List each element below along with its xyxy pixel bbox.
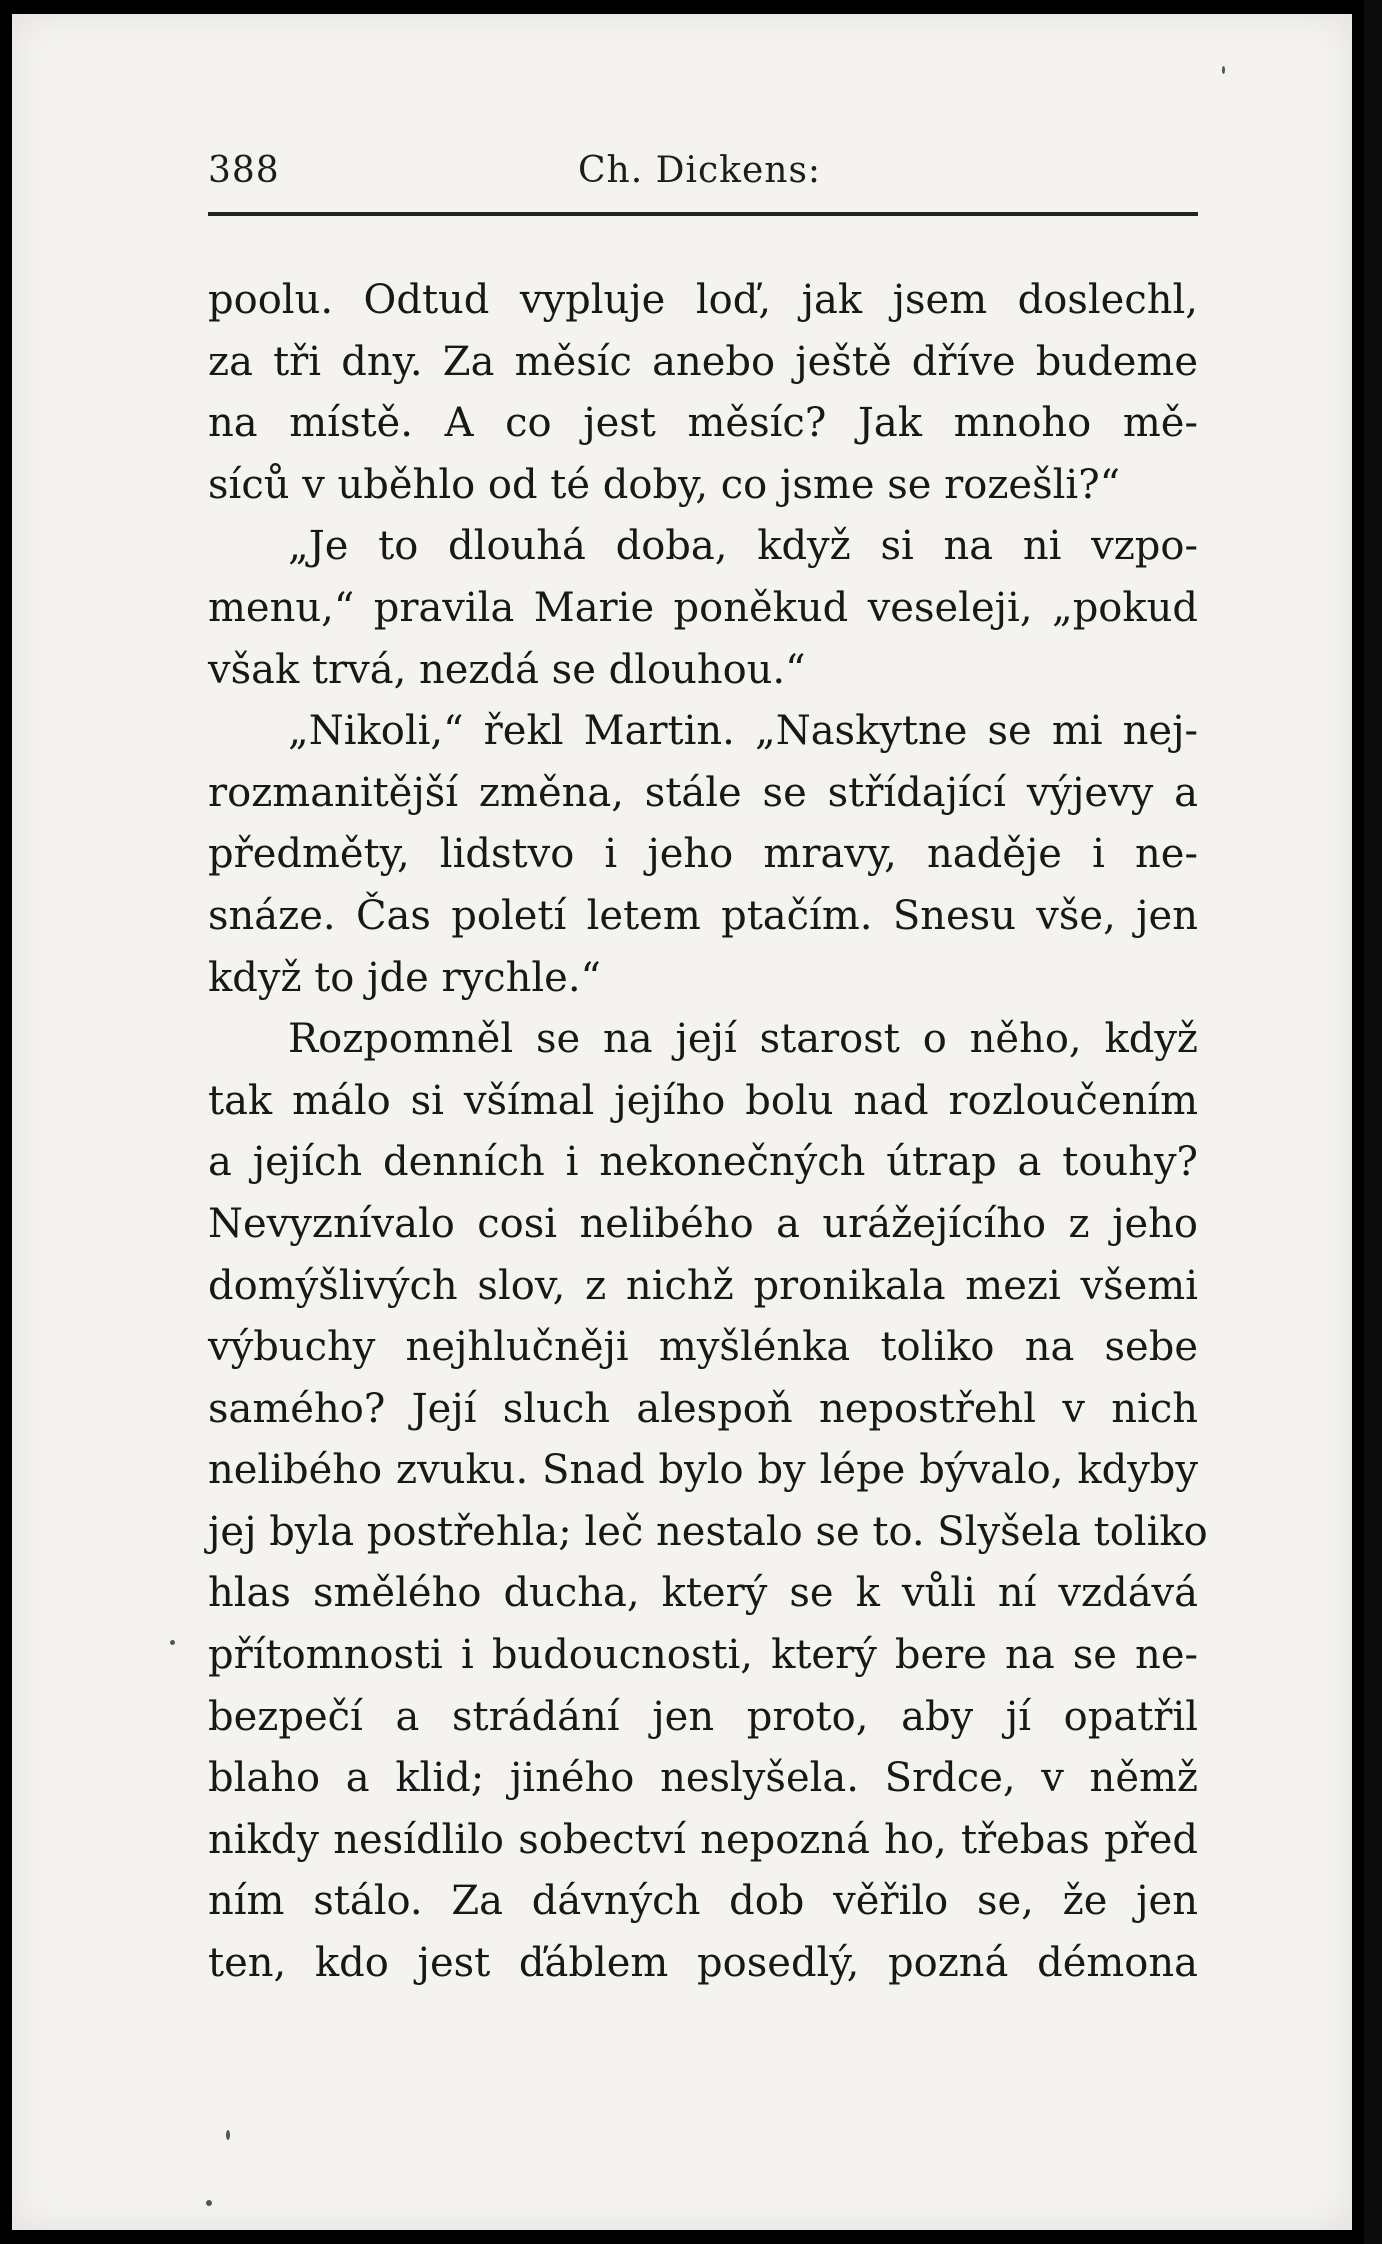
running-head: Ch. Dickens: [578, 150, 822, 191]
text-line: tak málo si všímal jejího bolu nad rozloučením [208, 1077, 1198, 1124]
text-line: však trvá, nezdá se dlouhou.“ [208, 646, 806, 693]
text-line: rozmanitější změna, stále se střídající výjevy a [208, 769, 1198, 816]
text-line: „Nikoli,“ řekl Martin. „Naskytne se mi nej- [288, 708, 1198, 755]
text-line: nikdy nesídlilo sobectví nepozná ho, třebas před [208, 1816, 1198, 1863]
text-line: nelibého zvuku. Snad bylo by lépe bývalo, kdyby [208, 1447, 1198, 1494]
text-line: Nevyznívalo cosi nelibého a urážejícího z jeho [208, 1200, 1198, 1247]
text-line: předměty, lidstvo i jeho mravy, naděje i ne- [208, 831, 1198, 878]
text-line: za tři dny. Za měsíc anebo ještě dříve budeme [208, 338, 1198, 385]
text-line: samého? Její sluch alespoň nepostřehl v nich [208, 1385, 1198, 1432]
text-line: hlas smělého ducha, který se k vůli ní vzdává [208, 1570, 1198, 1617]
text-line: jej byla postřehla; leč nestalo se to. Slyšela toliko [208, 1508, 1208, 1555]
text-line: na místě. A co jest měsíc? Jak mnoho mě- [208, 400, 1198, 447]
text-line: a jejích denních i nekonečných útrap a touhy? [208, 1139, 1198, 1186]
header-rule [208, 212, 1198, 216]
text-line: síců v uběhlo od té doby, co jsme se rozešli?“ [208, 461, 1121, 508]
text-line: výbuchy nejhlučněji myšlénka toliko na sebe [208, 1324, 1198, 1371]
text-line: menu,“ pravila Marie poněkud veseleji, „pokud [208, 584, 1198, 631]
page-header [208, 150, 1198, 206]
text-line: ním stálo. Za dávných dob věřilo se, že jen [208, 1878, 1198, 1925]
text-line: „Je to dlouhá doba, když si na ni vzpo- [288, 523, 1198, 570]
text-line: když to jde rychle.“ [208, 954, 602, 1001]
text-line: Rozpomněl se na její starost o něho, když [288, 1016, 1198, 1063]
text-line: snáze. Čas poletí letem ptačím. Snesu vše, jen [208, 892, 1198, 939]
text-line: domýšlivých slov, z nichž pronikala mezi všemi [208, 1262, 1198, 1309]
scan-edge [1364, 0, 1382, 2244]
text-line: blaho a klid; jiného neslyšela. Srdce, v němž [208, 1755, 1198, 1802]
text-line: poolu. Odtud vypluje loď, jak jsem doslechl, [208, 277, 1198, 323]
text-line: přítomnosti i budoucnosti, který bere na se ne- [208, 1632, 1198, 1679]
page-number: 388 [208, 150, 280, 191]
body-text [208, 270, 1208, 1995]
text-line: ten, kdo jest ďáblem posedlý, pozná démona [208, 1940, 1198, 1987]
text-line: bezpečí a strádání jen proto, aby jí opatřil [208, 1693, 1198, 1740]
